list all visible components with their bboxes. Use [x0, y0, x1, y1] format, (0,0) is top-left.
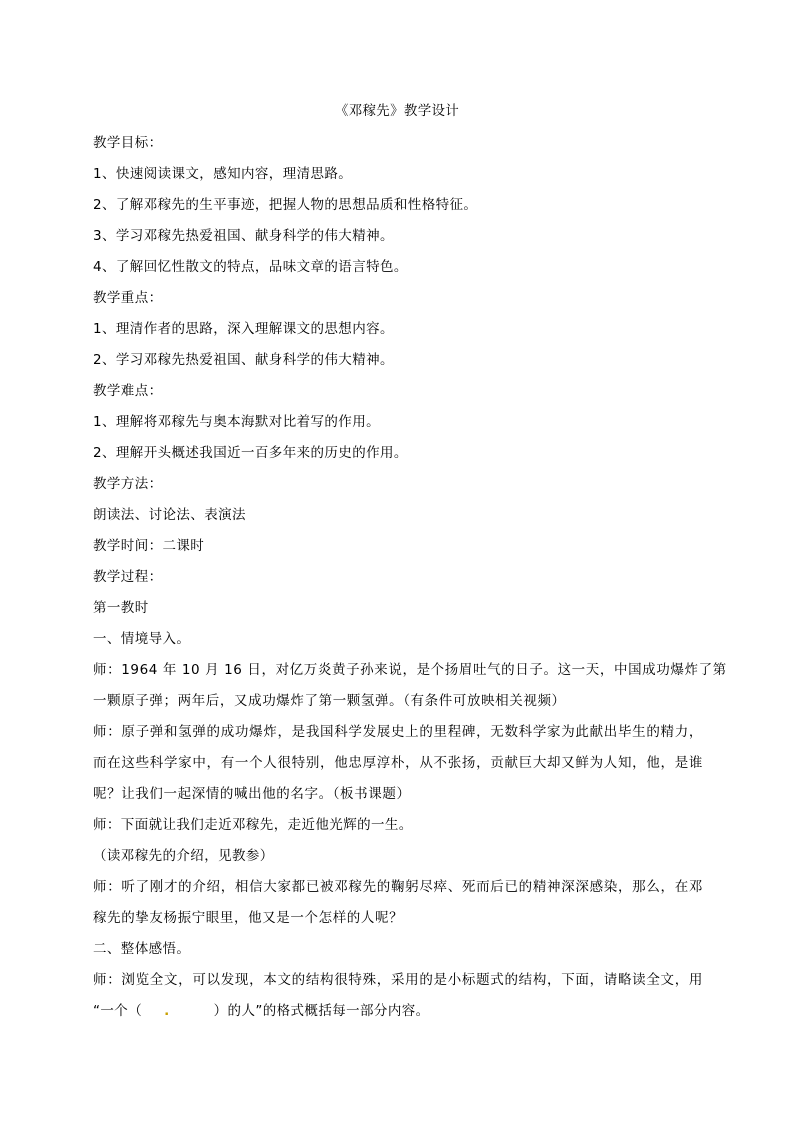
paragraph-2-line-3: 呢？让我们一起深情的喊出他的名字。（板书课题） — [93, 786, 411, 802]
paragraph-1-line-2: 一颗原子弹；两年后，又成功爆炸了第一颗氢弹。（有条件可放映相关视频） — [93, 693, 566, 709]
paragraph-approach: 师：下面就让我们走近邓稼先，走近他光辉的一生。 — [93, 817, 413, 833]
fill-in-suffix: ）的人”的格式概括每一部分内容。 — [213, 1003, 430, 1019]
methods-text: 朗读法、讨论法、表演法 — [93, 507, 246, 523]
section-heading-key-points: 教学重点： — [93, 290, 163, 306]
paragraph-2 — [93, 722, 703, 815]
paragraph-4-line-2 — [93, 1001, 703, 1032]
document-body — [93, 133, 727, 1032]
difficulty-item-1: 1、理解将邓稼先与奥本海默对比着写的作用。 — [93, 414, 380, 430]
paragraph-3 — [93, 877, 703, 939]
first-lesson-heading: 第一教时 — [93, 600, 149, 616]
paragraph-2-line-2: 而在这些科学家中，有一个人很特别，他忠厚淳朴，从不张扬，贡献巨大却又鲜为人知，他，是谁 — [93, 755, 703, 771]
teaching-time: 教学时间：二课时 — [93, 538, 205, 554]
paragraph-2-line-1: 师：原子弹和氢弹的成功爆炸，是我国科学发展史上的里程碑，无数科学家为此献出毕生的精力， — [93, 724, 703, 740]
section-heading-difficulties: 教学难点： — [93, 383, 163, 399]
paragraph-4 — [93, 970, 703, 1001]
section-heading-objectives: 教学目标： — [93, 135, 163, 151]
objective-item-2: 2、了解邓稼先的生平事迹，把握人物的思想品质和性格特征。 — [93, 197, 478, 213]
difficulty-item-2: 2、理解开头概述我国近一百多年来的历史的作用。 — [93, 445, 408, 461]
section-heading-methods: 教学方法： — [93, 476, 163, 492]
step-2-heading: 二、整体感悟。 — [93, 941, 191, 957]
key-point-item-1: 1、理清作者的思路，深入理解课文的思想内容。 — [93, 321, 394, 337]
document-title: 《邓稼先》教学设计 — [334, 103, 460, 119]
section-heading-process: 教学过程： — [93, 569, 163, 585]
paragraph-4-line-1: 师：浏览全文，可以发现，本文的结构很特殊，采用的是小标题式的结构，下面，请略读全文，用 — [93, 972, 703, 988]
paragraph-1 — [93, 660, 727, 722]
paragraph-3-line-2: 稼先的挚友杨振宁眼里，他又是一个怎样的人呢？ — [93, 910, 404, 926]
fill-in-prefix: “一个（ — [93, 1003, 143, 1019]
objective-item-1: 1、快速阅读课文，感知内容，理清思路。 — [93, 166, 353, 182]
objective-item-4: 4、了解回忆性散文的特点，品味文章的语言特色。 — [93, 259, 408, 275]
paragraph-reading-note: （读邓稼先的介绍，见教参） — [93, 848, 274, 864]
paragraph-3-line-1: 师：听了刚才的介绍，相信大家都已被邓稼先的鞠躬尽瘁、死而后已的精神深深感染，那么，在邓 — [93, 879, 703, 895]
fill-in-blank-mark: . — [164, 1003, 170, 1019]
objective-item-3: 3、学习邓稼先热爱祖国、献身科学的伟大精神。 — [93, 228, 394, 244]
step-1-heading: 一、情境导入。 — [93, 631, 191, 647]
key-point-item-2: 2、学习邓稼先热爱祖国、献身科学的伟大精神。 — [93, 352, 394, 368]
paragraph-1-line-1: 师：1964 年 10 月 16 日，对亿万炎黄子孙来说，是个扬眉吐气的日子。这一天，中国成功爆炸了第 — [93, 662, 727, 678]
